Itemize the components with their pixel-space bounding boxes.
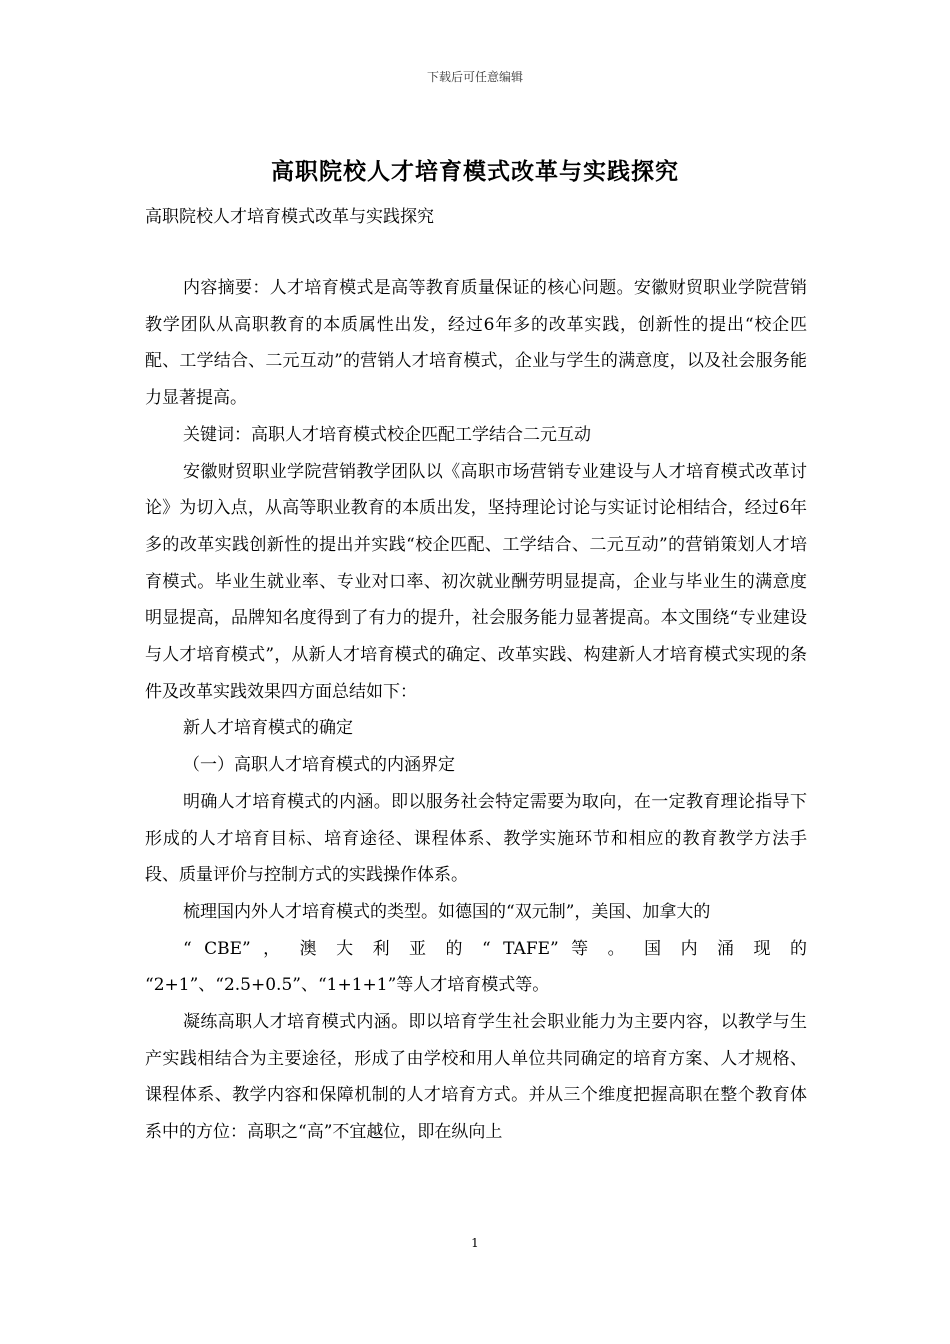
body-paragraph-line: “ CBE” ， 澳 大 利 亚 的 “ TAFE” 等 。 国 内 涌 现 的 — [183, 938, 807, 959]
page-header: 下载后可任意编辑 — [426, 70, 523, 84]
section-heading: 新人才培育模式的确定 — [183, 718, 353, 739]
document-body — [145, 270, 807, 1151]
body-paragraph: 明确人才培育模式的内涵。即以服务社会特定需要为取向，在一定教育理论指导下形成的人才培育目标、培育途径、课程体系、教学实施环节和相应的教育教学方法手段、质量评价与控制方式的实践操作体系。 — [145, 791, 807, 886]
body-paragraph: 凝练高职人才培育模式内涵。即以培育学生社会职业能力为主要内容，以教学与生产实践相结合为主要途径，形成了由学校和用人单位共同确定的培育方案、人才规格、课程体系、教学内容和保障机制的人才培育方式。并从三个维度把握高职在整个教育体系中的方位：高职之“高”不宜越位，即在纵向上 — [145, 1012, 807, 1143]
intro-paragraph: 安徽财贸职业学院营销教学团队以《高职市场营销专业建设与人才培育模式改革讨论》为切入点，从高等职业教育的本质出发，坚持理论讨论与实证讨论相结合，经过6年多的改革实践创新性的提出并实践“校企匹配、工学结合、二元互动”的营销策划人才培育模式。毕业生就业率、专业对口率、初次就业酬劳明显提高，企业与毕业生的满意度明显提高，品牌知名度得到了有力的提升，社会服务能力显著提高。本文围绕“专业建设与人才培育模式”，从新人才培育模式的确定、改革实践、构建新人才培育模式实现的条件及改革实践效果四方面总结如下： — [145, 461, 807, 702]
page-number: 1 — [471, 1236, 479, 1250]
subsection-heading: （一）高职人才培育模式的内涵界定 — [183, 755, 455, 776]
document-subtitle: 高职院校人才培育模式改革与实践探究 — [145, 207, 434, 227]
body-paragraph-line: “2+1”、“2.5+0.5”、“1+1+1”等人才培育模式等。 — [145, 975, 550, 996]
keywords-paragraph: 关键词：高职人才培育模式校企匹配工学结合二元互动 — [183, 424, 591, 445]
document-title: 高职院校人才培育模式改革与实践探究 — [271, 158, 679, 185]
abstract-paragraph: 内容摘要：人才培育模式是高等教育质量保证的核心问题。安徽财贸职业学院营销教学团队从高职教育的本质属性出发，经过6年多的改革实践，创新性的提出“校企匹配、工学结合、二元互动”的营销人才培育模式，企业与学生的满意度，以及社会服务能力显著提高。 — [145, 278, 807, 409]
body-paragraph: 梳理国内外人才培育模式的类型。如德国的“双元制”，美国、加拿大的 — [183, 901, 711, 922]
